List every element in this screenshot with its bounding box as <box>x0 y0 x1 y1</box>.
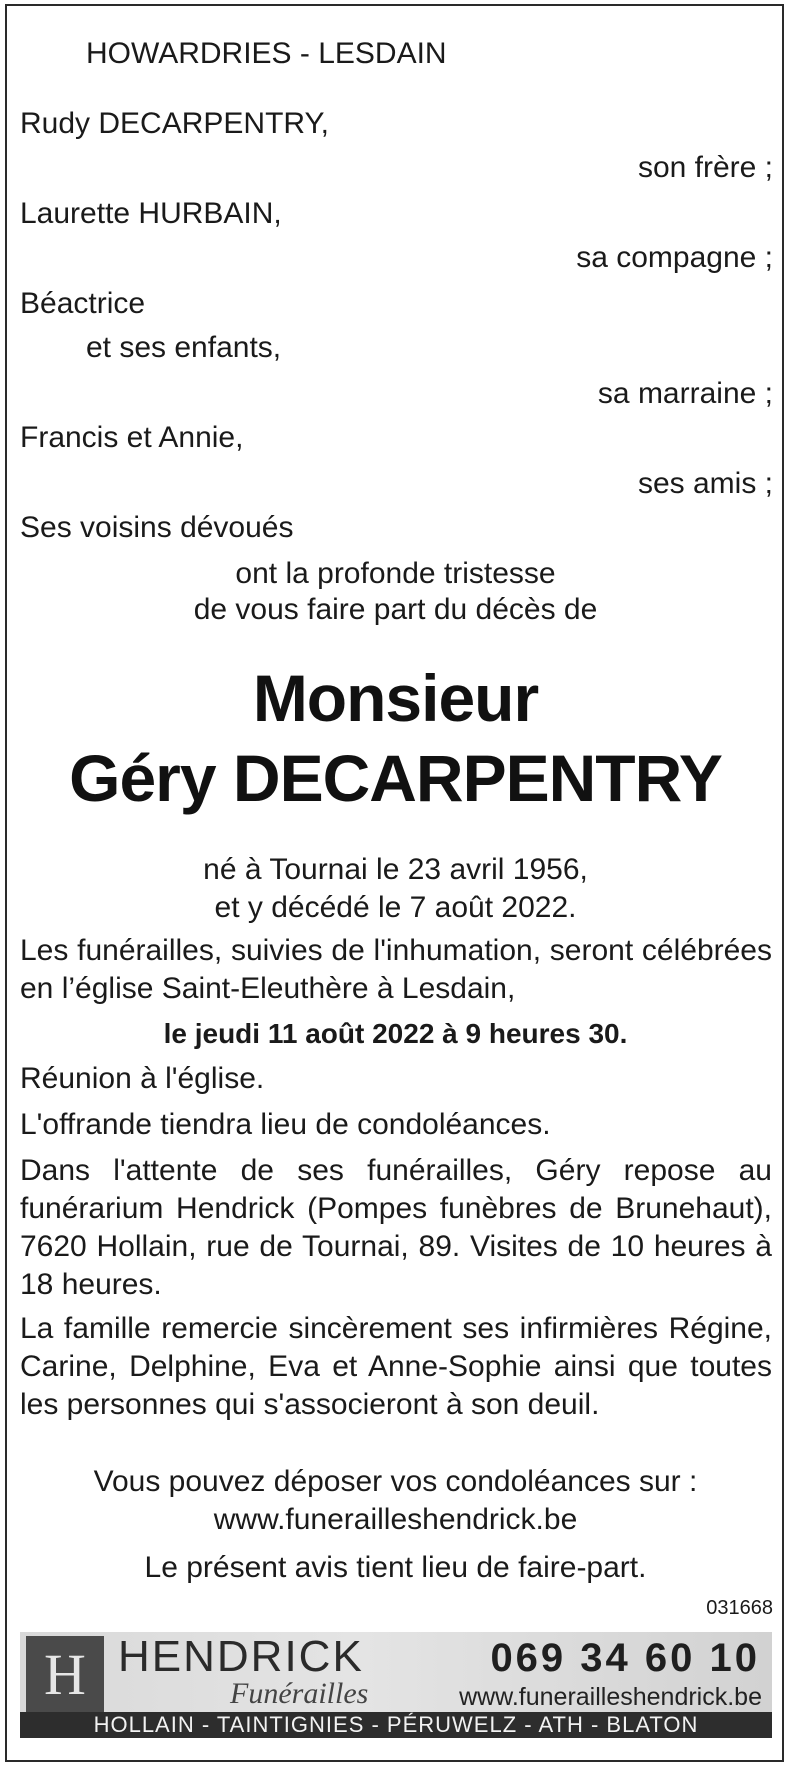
family-name-5: Ses voisins dévoués <box>20 511 294 544</box>
announcement-line-2: de vous faire part du décès de <box>193 593 598 626</box>
funeral-datetime: le jeudi 11 août 2022 à 9 heures 30. <box>163 1018 628 1049</box>
deceased-title: Monsieur <box>252 661 539 735</box>
deceased-name: Géry DECARPENTRY <box>69 741 722 815</box>
funeral-paragraph: Les funérailles, suivies de l'inhumation, seront célébrées en l’église Saint-Eleuthère à Lesdain, <box>20 934 772 1005</box>
reference-number: 031668 <box>706 1597 773 1619</box>
funeral-home-banner <box>20 1632 772 1738</box>
location-header: HOWARDRIES - LESDAIN <box>86 37 447 70</box>
offering-paragraph: L'offrande tiendra lieu de condoléances. <box>20 1108 551 1141</box>
family-name-4: Francis et Annie, <box>20 421 244 454</box>
family-relation-1: son frère ; <box>637 151 773 184</box>
family-name-3-cont: et ses enfants, <box>86 331 282 364</box>
family-name-3: Béactrice <box>20 287 146 320</box>
thanks-paragraph: La famille remercie sincèrement ses infirmières Régine, Carine, Delphine, Eva et Anne-Sophie ainsi que toutes les personnes qui s'associeront à son deuil. <box>20 1312 772 1421</box>
family-relation-4: ses amis ; <box>637 467 773 500</box>
family-name-2: Laurette HURBAIN, <box>20 197 282 230</box>
meeting-paragraph: Réunion à l'église. <box>20 1062 265 1095</box>
logo-letter: H <box>44 1642 86 1707</box>
family-name-1: Rudy DECARPENTRY, <box>20 107 329 140</box>
condolences-line: Vous pouvez déposer vos condoléances sur : <box>93 1465 698 1498</box>
brand-subtitle: Funérailles <box>230 1677 369 1710</box>
family-relation-2: sa compagne ; <box>576 241 773 274</box>
towns-strip: HOLLAIN - TAINTIGNIES - PÉRUWELZ - ATH - BLATON <box>20 1712 772 1738</box>
brand-name: HENDRICK <box>118 1632 364 1681</box>
phone-number: 069 34 60 10 <box>490 1636 760 1680</box>
birth-line: né à Tournai le 23 avril 1956, <box>203 853 588 886</box>
announcement-line-1: ont la profonde tristesse <box>235 557 556 590</box>
family-relation-3: sa marraine ; <box>597 377 773 410</box>
visits-paragraph: Dans l'attente de ses funérailles, Géry repose au funérarium Hendrick (Pompes funèbres de Brunehaut), 7620 Hollain, rue de Tournai, 89. Visites de 10 heures à 18 heures. <box>20 1154 772 1301</box>
condolences-website: www.funerailleshendrick.be <box>213 1503 578 1536</box>
notice-line: Le présent avis tient lieu de faire-part. <box>144 1551 647 1584</box>
death-line: et y décédé le 7 août 2022. <box>214 891 577 924</box>
banner-website: www.funerailleshendrick.be <box>459 1683 762 1711</box>
hendrick-logo <box>26 1636 104 1714</box>
